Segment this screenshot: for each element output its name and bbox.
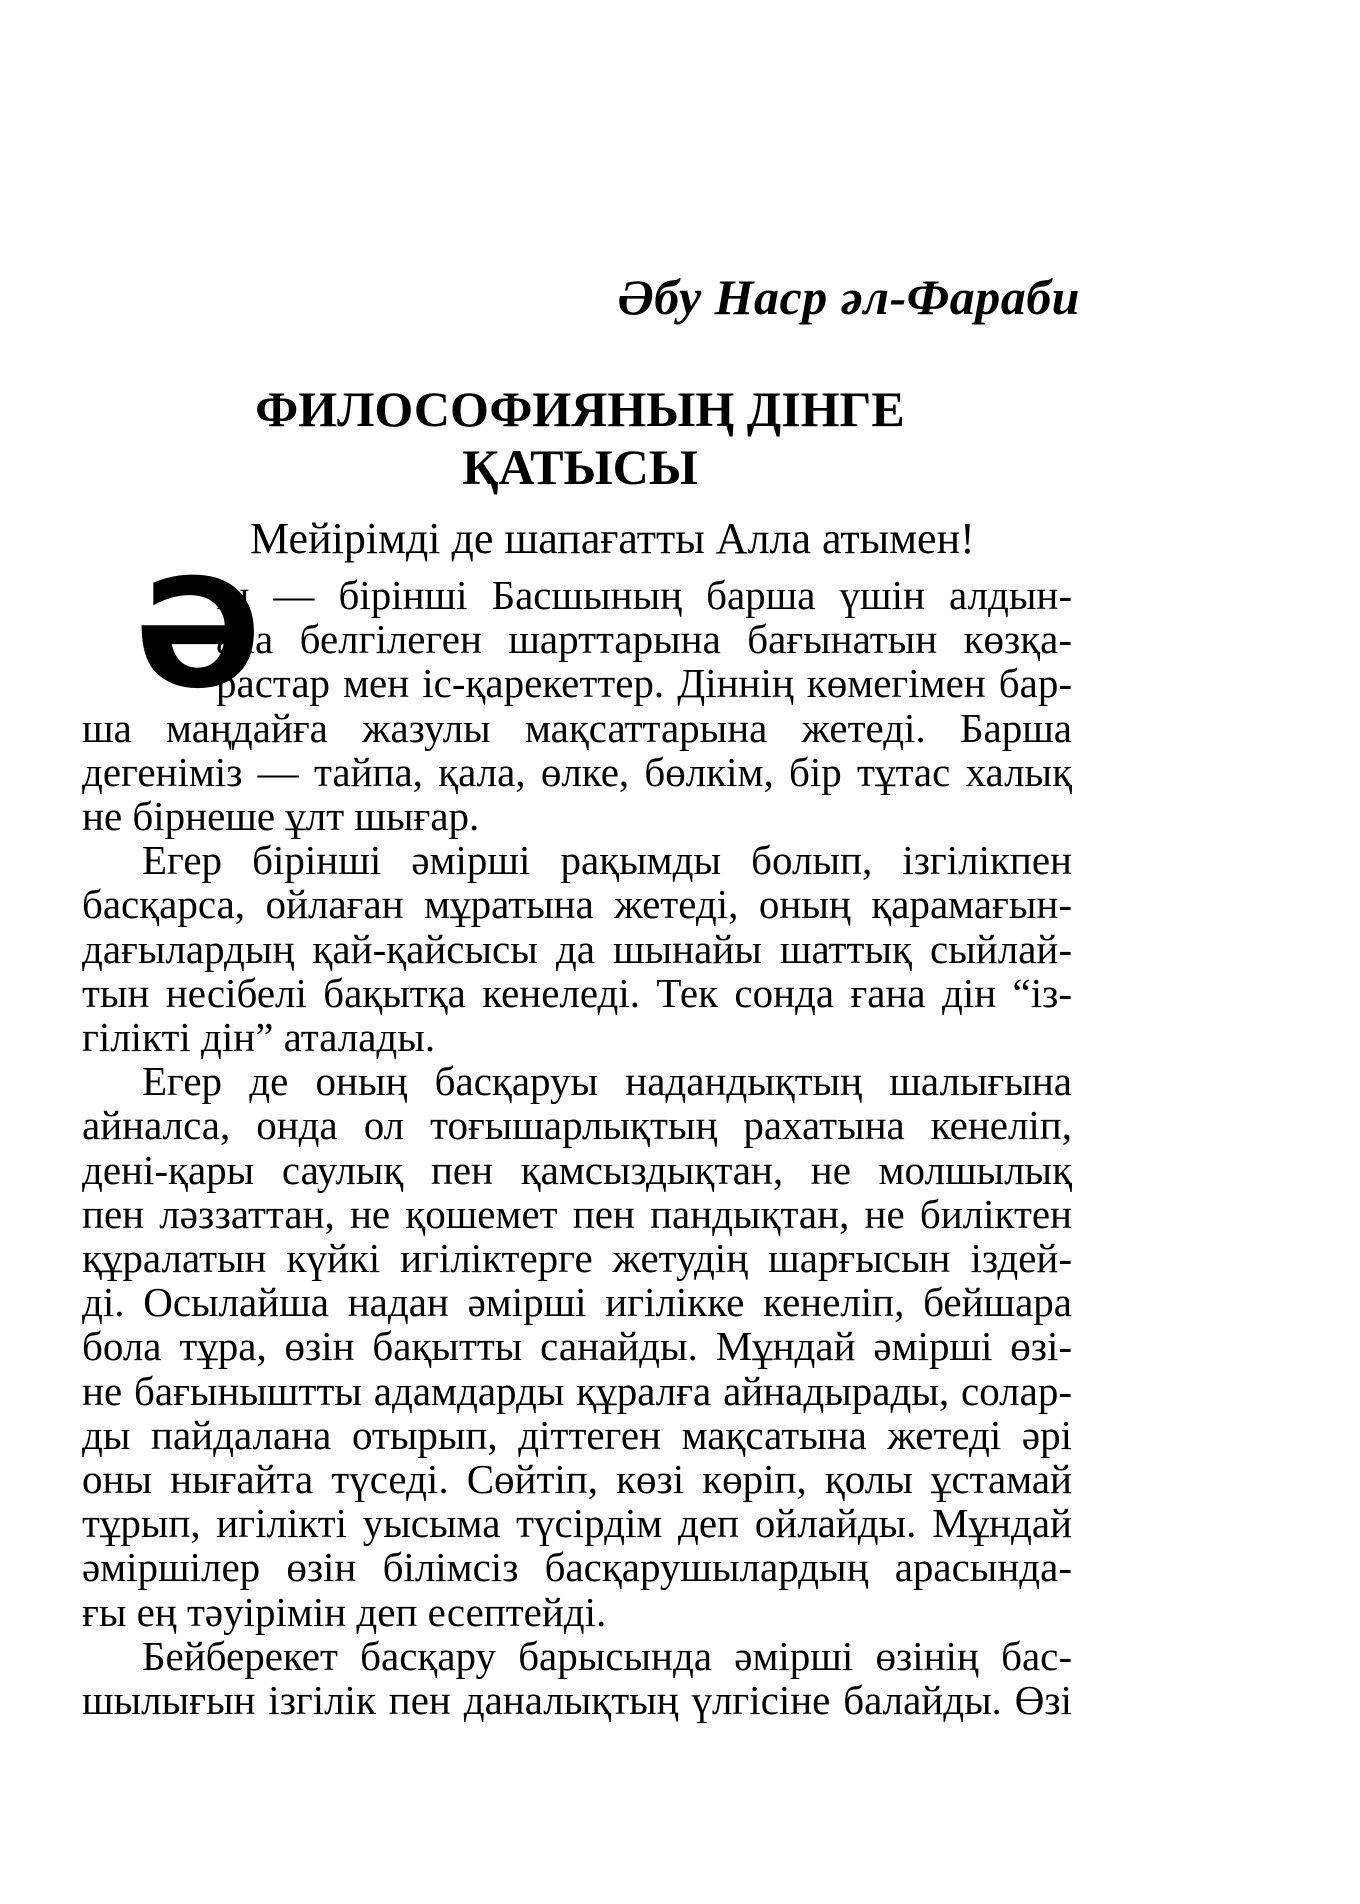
text-line: шылығын ізгілік пен даналықтың үлгісіне балайды. Өзі — [82, 1677, 1072, 1723]
text-line: бола тұра, өзін бақытты санайды. Мұндай әмірші өзі- — [82, 1323, 1072, 1369]
text-line: ғы ең тәуірімін деп есептейді. — [82, 1589, 607, 1635]
text-line: ды пайдалана отырып, діттеген мақсатына жетеді әрі — [82, 1412, 1072, 1458]
text-line: дегеніміз — тайпа, қала, өлке, бөлкім, бір тұтас халық — [82, 749, 1072, 795]
chapter-title-line-1: ФИЛОСОФИЯНЫҢ ДІНГЕ — [255, 381, 905, 437]
text-line: Егер бірінші әмірші рақымды болып, ізгілікпен — [142, 837, 1072, 883]
text-line: оны нығайта түседі. Сөйтіп, көзі көріп, қолы ұстамай — [82, 1456, 1072, 1502]
text-line: дағылардың қай-қайсысы да шынайы шаттық сыйлай- — [82, 926, 1072, 972]
text-line: Егер де оның басқаруы надандықтың шалығына — [142, 1058, 1072, 1104]
invocation-line: Мейірімді де шапағатты Алла атымен! — [250, 514, 975, 563]
text-line: Бейберекет басқару барысында әмірші өзінің бас- — [142, 1633, 1072, 1679]
text-line: не бағыныштты адамдарды құралға айнадырады, солар- — [82, 1368, 1072, 1414]
text-line: растар мен іс-қарекеттер. Діннің көмегімен бар- — [216, 660, 1072, 706]
text-line: дені-қары саулық пен қамсыздықтан, не молшылық — [82, 1147, 1072, 1193]
text-line: не бірнеше ұлт шығар. — [82, 793, 480, 839]
text-line: тын несібелі бақытқа кенеледі. Тек сонда ғана дін “із- — [82, 970, 1072, 1016]
text-line: пен ләззаттан, не қошемет пен пандықтан, не биліктен — [82, 1191, 1072, 1237]
text-line: әміршілер өзін білімсіз басқарушылардың арасында- — [82, 1544, 1072, 1590]
text-line: ді. Осылайша надан әмірші игілікке кенеліп, бейшара — [82, 1279, 1072, 1325]
author-name: Әбу Наср әл-Фараби — [617, 269, 1080, 325]
chapter-title — [240, 380, 920, 496]
text-line: ін — бірінші Басшының барша үшін алдын- — [216, 572, 1072, 618]
text-line: гілікті дін” аталады. — [82, 1014, 436, 1060]
text-line: басқарса, ойлаған мұратына жетеді, оның қарамағын- — [82, 881, 1072, 927]
text-line: ша маңдайға жазулы мақсаттарына жетеді. Барша — [82, 705, 1072, 751]
chapter-title-line-2: ҚАТЫСЫ — [462, 439, 698, 495]
drop-cap: Ә — [134, 548, 262, 722]
text-line: құралатын күйкі игіліктерге жетудің шарғысын іздей- — [82, 1235, 1072, 1281]
text-line: ала белгілеген шарттарына бағынатын көзқа- — [216, 616, 1072, 662]
text-line: айналса, онда ол тоғышарлықтың рахатына кенеліп, — [82, 1102, 1072, 1148]
text-line: тұрып, игілікті уысыма түсірдім деп ойлайды. Мұндай — [82, 1500, 1072, 1546]
